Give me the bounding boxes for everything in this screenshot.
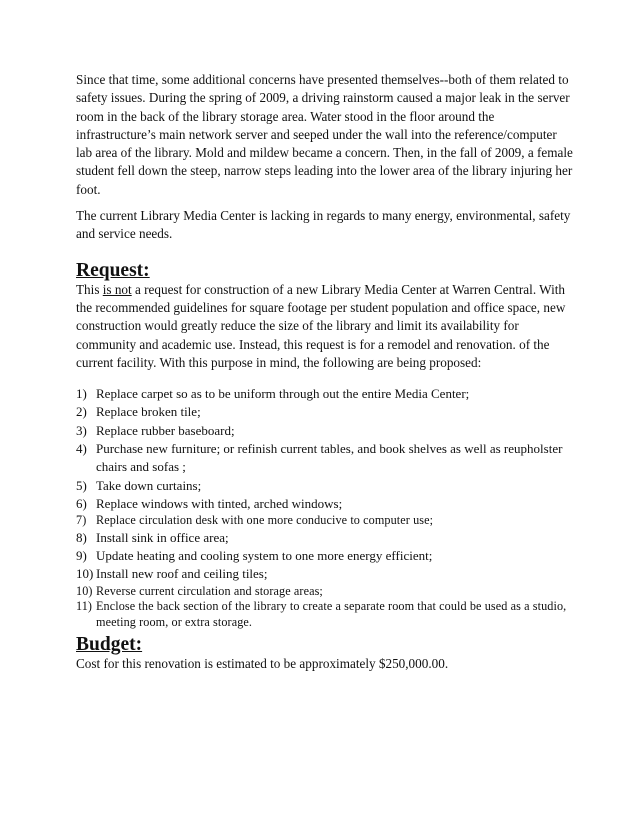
list-item: [76, 422, 576, 440]
list-item-number: 3): [76, 422, 87, 438]
list-item-number: 5): [76, 477, 87, 493]
list-item-text: Replace circulation desk with one more conducive to computer use;: [96, 513, 434, 528]
list-item-number: 8): [76, 529, 87, 545]
list-item-number: 6): [76, 495, 87, 511]
request-heading: Request:: [76, 259, 150, 281]
list-item: [76, 529, 576, 547]
list-item-text: Replace windows with tinted, arched windows;: [96, 495, 343, 511]
budget-paragraph: Cost for this renovation is estimated to be approximately $250,000.00.: [76, 656, 449, 672]
list-item-text: Update heating and cooling system to one more energy efficient;: [96, 548, 433, 564]
list-item-number: 7): [76, 513, 87, 528]
list-item: [76, 385, 576, 403]
list-item-number: 9): [76, 548, 87, 564]
list-item-text: Replace rubber baseboard;: [96, 422, 235, 438]
list-item-text: Purchase new furniture; or refinish current tables, and book shelves as well as reupholster chairs and sofas ;: [96, 441, 563, 475]
list-item-text: Enclose the back section of the library to create a separate room that could be used as a studio, meeting room, or extra storage.: [96, 599, 567, 629]
list-item-number: 10): [76, 583, 93, 598]
request-intro-emphasis: is not: [102, 281, 132, 297]
list-item: [76, 440, 576, 477]
concerns-paragraph: Since that time, some additional concerns have presented themselves--both of them related to safety issues. During the spring of 2009, a driving rainstorm caused a major leak in the server room in the back of the library storage area. Water stood in the floor around the infrastructure’s main network server and seeped under the wall into the reference/computer lab area of the library. Mold and mildew became a concern. Then, in the fall of 2009, a female student fell down the steep, narrow steps leading into the lower area of the library injuring her foot.: [76, 72, 573, 197]
list-item: [76, 599, 576, 630]
list-item: [76, 513, 576, 529]
list-item: [76, 565, 576, 583]
list-item: [76, 495, 576, 513]
request-intro-body: a request for construction of a new Library Media Center at Warren Central. With the recommended guidelines for square footage per student population and office space, new construction would greatly reduce the size of the library and limit its availability for community and academic use. Instead, this request is for a remodel and renovation. of the current facility. With this purpose in mind, the following are being proposed:: [76, 281, 566, 370]
list-item-text: Install new roof and ceiling tiles;: [96, 566, 268, 582]
list-item-text: Reverse current circulation and storage areas;: [96, 583, 323, 598]
list-item-number: 4): [76, 441, 87, 457]
proposal-list: [76, 385, 576, 630]
list-item-number: 1): [76, 386, 87, 402]
budget-heading: Budget:: [76, 634, 143, 656]
current-state-paragraph: The current Library Media Center is lacking in regards to many energy, environmental, safety and service needs.: [76, 208, 571, 242]
list-item-number: 2): [76, 404, 87, 420]
list-item-number: 10): [76, 566, 94, 582]
list-item-number: 11): [76, 599, 93, 614]
document-page: [76, 71, 576, 673]
list-item-text: Take down curtains;: [96, 477, 202, 493]
request-intro-prefix: This: [76, 281, 103, 297]
request-intro-paragraph: [76, 281, 576, 372]
list-item: [76, 403, 576, 421]
list-item-text: Install sink in office area;: [96, 529, 229, 545]
list-item-text: Replace broken tile;: [96, 404, 201, 420]
list-item: [76, 547, 576, 565]
list-item-text: Replace carpet so as to be uniform through out the entire Media Center;: [96, 386, 470, 402]
list-item: [76, 584, 576, 600]
list-item: [76, 477, 576, 495]
